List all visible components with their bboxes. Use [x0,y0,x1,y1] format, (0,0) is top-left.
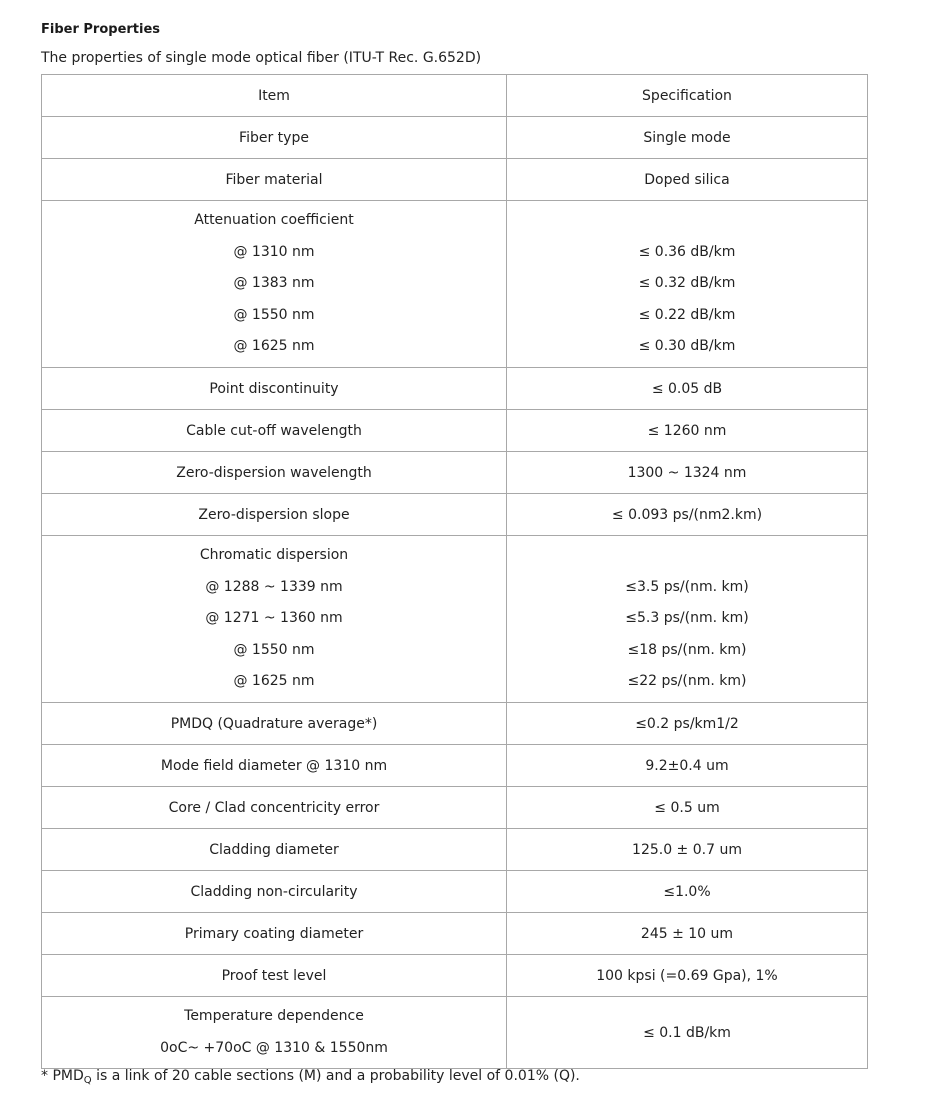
table-row [42,955,868,997]
footnote-subscript: Q [83,1075,92,1086]
row-item: Fiber type [42,117,507,159]
row-item: Cable cut-off wavelength [42,410,507,452]
row-item [42,536,507,703]
row-subitem: @ 1383 nm [233,275,315,292]
row-spec: ≤ 1260 nm [507,410,868,452]
table-row [42,787,868,829]
row-subitem: @ 1288 ~ 1339 nm [205,578,343,595]
row-item: Cladding diameter [42,829,507,871]
row-spec: Single mode [507,117,868,159]
row-spec: ≤ 0.5 um [507,787,868,829]
table-row [42,997,868,1069]
row-subspec: ≤22 ps/(nm. km) [627,673,747,690]
row-spec: 9.2±0.4 um [507,745,868,787]
table-row [42,159,868,201]
row-spec: Doped silica [507,159,868,201]
row-item: Mode field diameter @ 1310 nm [42,745,507,787]
footnote-text: is a link of 20 cable sections (M) and a probability level of 0.01% (Q). [96,1068,580,1084]
header-specification: Specification [507,75,868,117]
table-row [42,117,868,159]
footnote [41,1068,580,1086]
table-row [42,913,868,955]
header-item: Item [42,75,507,117]
row-subspec: ≤18 ps/(nm. km) [627,641,747,658]
row-subitem: @ 1625 nm [233,673,315,690]
table-row [42,368,868,410]
footnote-prefix: * PMD [41,1068,84,1084]
row-item [42,997,507,1069]
section-heading: Fiber Properties [41,22,161,37]
row-spec: 245 ± 10 um [507,913,868,955]
row-spec [507,201,868,368]
row-spec: ≤0.2 ps/km1/2 [507,703,868,745]
row-spec: ≤ 0.1 dB/km [507,997,868,1069]
row-item-detail: 0oC~ +70oC @ 1310 & 1550nm [160,1039,388,1056]
row-subspec: ≤ 0.30 dB/km [638,338,736,355]
row-item: Cladding non-circularity [42,871,507,913]
row-spec: ≤ 0.05 dB [507,368,868,410]
row-subitem: @ 1550 nm [233,306,315,323]
row-subitem: @ 1310 nm [233,243,315,260]
table-header-row [42,75,868,117]
table-row [42,829,868,871]
row-subitem: @ 1271 ~ 1360 nm [205,610,343,627]
row-subspec: ≤3.5 ps/(nm. km) [625,578,749,595]
table-row [42,410,868,452]
row-subitem: @ 1550 nm [233,641,315,658]
row-item: Proof test level [42,955,507,997]
row-item: PMDQ (Quadrature average*) [42,703,507,745]
table-row [42,745,868,787]
table-row [42,452,868,494]
row-item: Fiber material [42,159,507,201]
row-spec: 125.0 ± 0.7 um [507,829,868,871]
row-spec [507,536,868,703]
table-row [42,871,868,913]
row-item-title: Chromatic dispersion [199,547,349,564]
row-item: Primary coating diameter [42,913,507,955]
row-subspec: ≤ 0.36 dB/km [638,243,736,260]
table-caption: The properties of single mode optical fiber (ITU-T Rec. G.652D) [41,50,482,66]
row-item: Core / Clad concentricity error [42,787,507,829]
table-row [42,703,868,745]
table-row [42,494,868,536]
row-spec: ≤1.0% [507,871,868,913]
fiber-properties-table [41,74,868,1069]
row-subspec: ≤5.3 ps/(nm. km) [625,610,749,627]
row-subspec: ≤ 0.22 dB/km [638,306,736,323]
row-spec: 100 kpsi (=0.69 Gpa), 1% [507,955,868,997]
row-item: Zero-dispersion slope [42,494,507,536]
row-item [42,201,507,368]
row-subitem: @ 1625 nm [233,338,315,355]
row-spec: ≤ 0.093 ps/(nm2.km) [507,494,868,536]
table-row [42,201,868,368]
row-spec: 1300 ~ 1324 nm [507,452,868,494]
row-item-title: Attenuation coefficient [194,212,354,229]
row-item: Zero-dispersion wavelength [42,452,507,494]
row-item-title: Temperature dependence [184,1008,364,1024]
row-item: Point discontinuity [42,368,507,410]
row-subspec: ≤ 0.32 dB/km [638,275,736,292]
table-row [42,536,868,703]
